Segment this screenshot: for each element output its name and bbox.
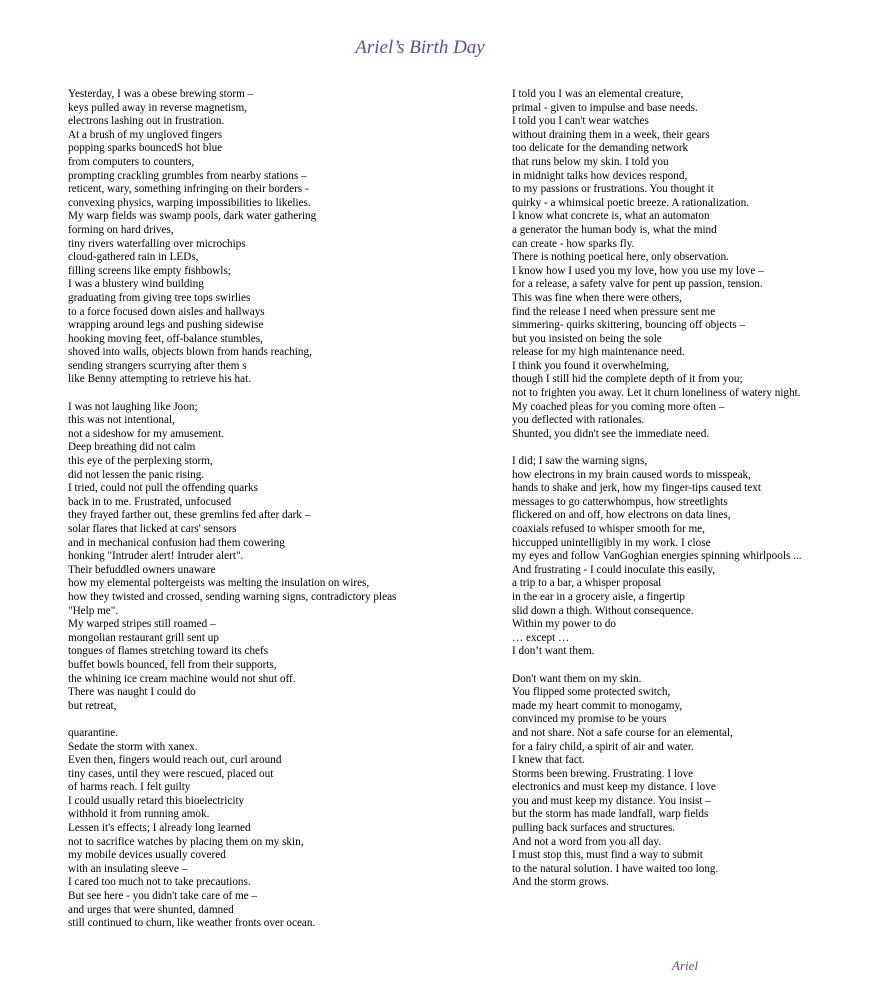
- stanza: [68, 727, 396, 931]
- poem-line: tiny rivers waterfalling over microchips: [68, 237, 246, 250]
- poem-line: of harms reach. I felt guilty: [68, 781, 191, 794]
- poem-line: buffet bowls bounced, fell from their supports,: [68, 658, 277, 671]
- poem-line: electrons lashing out in frustration.: [68, 115, 225, 128]
- poem-line: they frayed farther out, these gremlins fed after dark –: [68, 509, 311, 522]
- poem-line: not a sideshow for my amusement.: [68, 427, 224, 440]
- poem-line: tongues of flames stretching toward its chefs: [68, 645, 269, 658]
- poem-line: to my passions or frustrations. You thought it: [512, 183, 714, 196]
- poem-line: This was fine when there were others,: [512, 291, 682, 304]
- poem-line: filling screens like empty fishbowls;: [68, 264, 231, 277]
- poem-line: hiccupped unintelligibly in my work. I close: [512, 536, 711, 549]
- poem-column-left: [68, 88, 396, 931]
- poem-line: sending strangers scurrying after them s: [68, 359, 247, 372]
- poem-title: Ariel’s Birth Day: [355, 37, 485, 58]
- poem-line: And frustrating - I could inoculate this easily,: [512, 563, 716, 576]
- poem-line: Within my power to do: [512, 618, 616, 631]
- poem-line: can create - how sparks fly.: [512, 237, 635, 250]
- poem-line: tiny cases, until they were rescued, placed out: [68, 767, 274, 780]
- poem-line: slid down a thigh. Without consequence.: [512, 604, 694, 617]
- poem-line: but the storm has made landfall, warp fields: [512, 808, 709, 821]
- poem-line: My warp fields was swamp pools, dark water gathering: [68, 210, 317, 223]
- poem-line: Shunted, you didn't see the immediate need.: [512, 427, 710, 440]
- poem-line: Their befuddled owners unaware: [68, 563, 216, 576]
- poem-line: for a fairy child, a spirit of air and water.: [512, 740, 694, 753]
- poem-line: graduating from giving tree tops swirlies: [68, 291, 251, 304]
- poem-line: find the release I need when pressure sent me: [512, 305, 716, 318]
- poem-line: Lessen it's effects; I already long learned: [68, 822, 251, 835]
- poem-line: not to sacrifice watches by placing them on my skin,: [68, 835, 304, 848]
- stanza-break: [68, 713, 396, 727]
- stanza: [68, 401, 396, 714]
- poem-line: I told you I can't wear watches: [512, 115, 649, 128]
- poem-line: withhold it from running amok.: [68, 808, 210, 821]
- poem-line: honking "Intruder alert! Intruder alert".: [68, 550, 244, 563]
- poem-line: but you insisted on being the sole: [512, 332, 662, 345]
- poem-line: not to frighten you away. Let it churn loneliness of watery night.: [512, 387, 801, 400]
- poem-line: I was a blustery wind building: [68, 278, 204, 291]
- poem-line: I think you found it overwhelming,: [512, 359, 670, 372]
- poem-line: without draining them in a week, their gears: [512, 128, 710, 141]
- stanza: [512, 673, 802, 891]
- poem-line: I know how I used you my love, how you use my love –: [512, 264, 764, 277]
- poem-line: back in to me. Frustrated, unfocused: [68, 495, 232, 508]
- poem-line: solar flares that licked at cars' sensors: [68, 523, 237, 535]
- poem-line: to a force focused down aisles and hallways: [68, 305, 265, 318]
- poem-line: "Help me".: [68, 604, 119, 617]
- poem-line: Don't want them on my skin.: [512, 672, 642, 685]
- poem-line: convinced my promise to be yours: [512, 713, 667, 726]
- poem-line: for a release, a safety valve for pent up passion, tension.: [512, 278, 763, 291]
- poem-line: and urges that were shunted, damned: [68, 903, 234, 916]
- poem-line: and not share. Not a safe course for an elemental,: [512, 726, 733, 739]
- poem-line: I must stop this, must find a way to submit: [512, 849, 703, 862]
- poem-line: Sedate the storm with xanex.: [68, 740, 198, 753]
- poem-line: And not a word from you all day.: [512, 835, 662, 848]
- poem-line: how they twisted and crossed, sending warning signs, contradictory pleas: [68, 590, 397, 603]
- poem-line: keys pulled away in reverse magnetism,: [68, 101, 247, 114]
- poem-line: release for my high maintenance need.: [512, 346, 685, 359]
- poem-line: too delicate for the demanding network: [512, 142, 689, 155]
- poem-line: I tried, could not pull the offending quarks: [68, 482, 258, 495]
- poem-line: you deflected with rationales.: [512, 414, 645, 427]
- poem-line: and in mechanical confusion had them cowering: [68, 536, 285, 549]
- poem-line: quarantine.: [68, 726, 119, 739]
- poem-line: mongolian restaurant grill sent up: [68, 631, 219, 644]
- poem-line: you and must keep my distance. You insist –: [512, 794, 711, 807]
- poem-line: from computers to counters,: [68, 155, 195, 168]
- poem-line: I cared too much not to take precautions.: [68, 876, 251, 889]
- poem-line: Even then, fingers would reach out, curl around: [68, 754, 282, 767]
- poem-line: My warped stripes still roamed –: [68, 618, 216, 631]
- poem-line: coaxials refused to whisper smooth for me,: [512, 523, 705, 535]
- stanza-break: [68, 387, 396, 401]
- poem-line: There is nothing poetical here, only observation.: [512, 251, 729, 264]
- poem-line: I knew that fact.: [512, 754, 585, 767]
- poem-line: my mobile devices usually covered: [68, 849, 226, 862]
- poem-line: primal - given to impulse and base needs.: [512, 101, 698, 114]
- poem-line: … except …: [512, 631, 570, 644]
- poem-line: At a brush of my ungloved fingers: [68, 128, 223, 141]
- poem-line: shoved into walls, objects blown from hands reaching,: [68, 346, 312, 359]
- poem-line: forming on hard drives,: [68, 223, 174, 236]
- poem-line: convexing physics, warping impossibilities to likelies.: [68, 196, 311, 209]
- poem-line: flickered on and off, how electrons on data lines,: [512, 509, 731, 522]
- poem-column-right: [512, 88, 802, 890]
- poem-line: I don’t want them.: [512, 645, 595, 658]
- poem-line: I was not laughing like Joon;: [68, 400, 198, 413]
- poem-line: with an insulating sleeve –: [68, 862, 188, 875]
- stanza: [68, 88, 396, 387]
- poem-line: prompting crackling grumbles from nearby stations –: [68, 169, 307, 182]
- poem-line: how my elemental poltergeists was melting the insulation on wires,: [68, 577, 370, 590]
- poem-line: There was naught I could do: [68, 686, 196, 699]
- poem-line: I know what concrete is, what an automaton: [512, 210, 710, 223]
- poem-line: this eye of the perplexing storm,: [68, 455, 213, 468]
- poem-line: Yesterday, I was a obese brewing storm –: [68, 88, 254, 100]
- poem-line: in midnight talks how devices respond,: [512, 169, 688, 182]
- poem-line: pulling back surfaces and structures.: [512, 822, 676, 835]
- poem-line: I told you I was an elemental creature,: [512, 88, 684, 100]
- poem-line: My coached pleas for you coming more often –: [512, 400, 725, 413]
- poem-line: how electrons in my brain caused words to misspeak,: [512, 468, 751, 481]
- stanza: [512, 88, 802, 441]
- stanza-break: [512, 659, 802, 673]
- poem-line: Storms been brewing. Frustrating. I love: [512, 767, 694, 780]
- poem-line: that runs below my skin. I told you: [512, 155, 669, 168]
- poem-line: but retreat,: [68, 699, 117, 712]
- poem-line: I could usually retard this bioelectricity: [68, 794, 245, 807]
- poem-line: popping sparks bouncedS hot blue: [68, 142, 223, 155]
- author-signature: Ariel: [672, 958, 698, 973]
- poem-line: my eyes and follow VanGoghian energies spinning whirlpools ...: [512, 550, 802, 563]
- poem-line: though I still hid the complete depth of it from you;: [512, 373, 743, 386]
- poem-line: And the storm grows.: [512, 876, 609, 889]
- poem-line: like Benny attempting to retrieve his hat.: [68, 373, 251, 386]
- poem-line: You flipped some protected switch,: [512, 686, 671, 699]
- poem-line: hooking moving feet, off-balance stumbles,: [68, 332, 263, 345]
- poem-line: messages to go catterwhompus, how streetlights: [512, 495, 728, 508]
- stanza-break: [512, 441, 802, 455]
- poem-line: this was not intentional,: [68, 414, 175, 427]
- poem-line: electronics and must keep my distance. I love: [512, 781, 716, 794]
- poem-line: cloud-gathered rain in LEDs,: [68, 251, 199, 264]
- poem-line: reticent, wary, something infringing on their borders -: [68, 183, 309, 196]
- poem-line: wrapping around legs and pushing sidewise: [68, 319, 264, 332]
- poem-line: simmering- quirks skittering, bouncing off objects –: [512, 319, 746, 332]
- poem-line: still continued to churn, like weather fronts over ocean.: [68, 917, 316, 930]
- stanza: [512, 455, 802, 659]
- poem-line: I did; I saw the warning signs,: [512, 455, 648, 468]
- poem-line: the whining ice cream machine would not shut off.: [68, 672, 296, 685]
- poem-line: Deep breathing did not calm: [68, 441, 196, 454]
- poem-line: made my heart commit to monogamy,: [512, 699, 683, 712]
- poem-line: did not lessen the panic rising.: [68, 468, 205, 481]
- poem-line: to the natural solution. I have waited too long.: [512, 862, 719, 875]
- poem-line: in the ear in a grocery aisle, a fingertip: [512, 590, 686, 603]
- poem-line: a trip to a bar, a whisper proposal: [512, 577, 662, 590]
- poem-line: quirky - a whimsical poetic breeze. A rationalization.: [512, 196, 750, 209]
- poem-line: hands to shake and jerk, how my finger-tips caused text: [512, 482, 761, 495]
- poem-line: But see here - you didn't take care of me –: [68, 890, 258, 903]
- poem-line: a generator the human body is, what the mind: [512, 223, 717, 236]
